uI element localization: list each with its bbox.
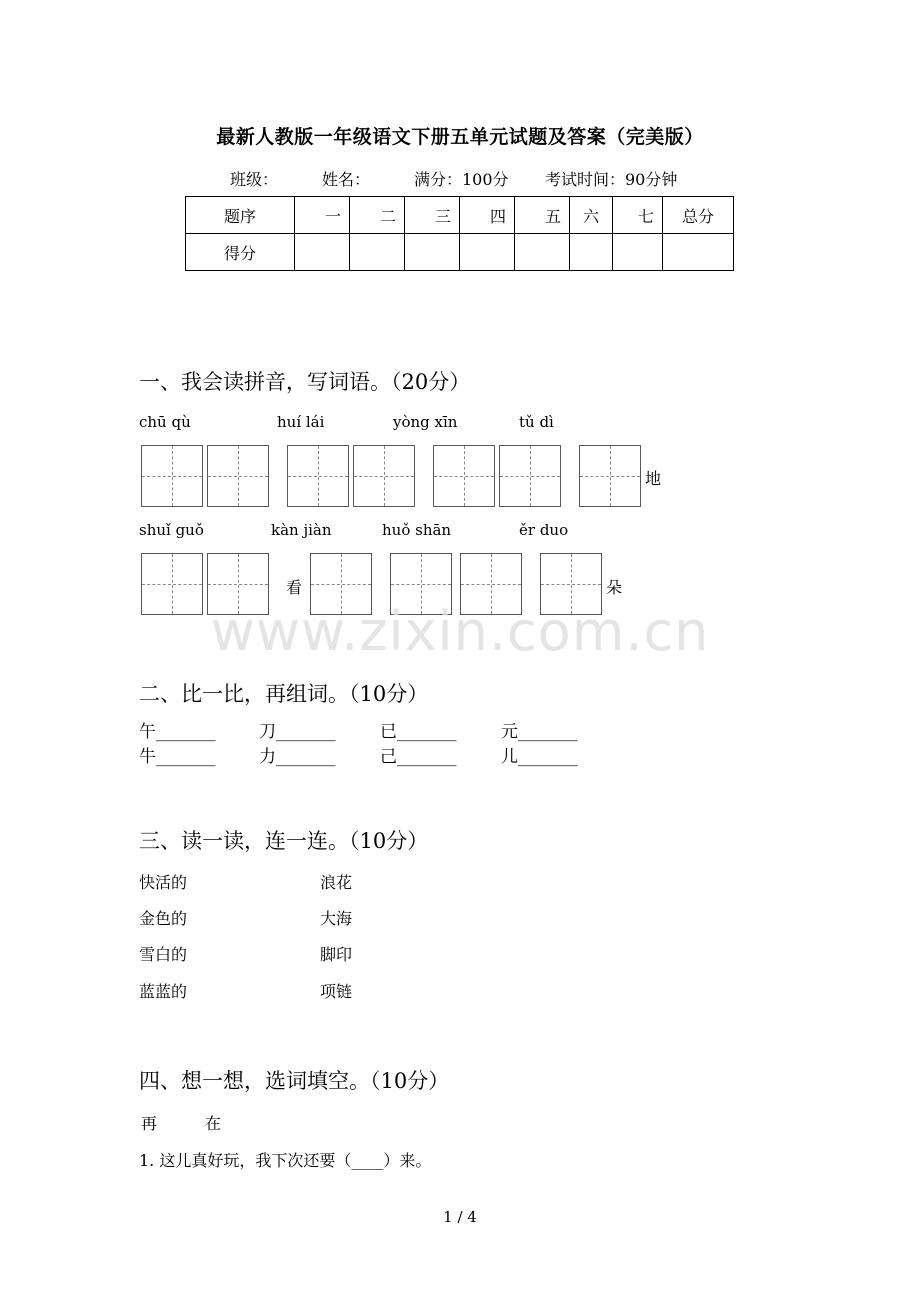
word-blank[interactable]: 牛_______ — [139, 747, 216, 767]
section2-heading: 二、比一比，再组词。（10分） — [139, 682, 429, 706]
given-character: 看 — [286, 578, 303, 597]
writing-box[interactable] — [287, 445, 349, 507]
watermark: www.zixin.com.cn — [210, 600, 710, 663]
table-header-cell: 总分 — [663, 197, 734, 234]
word-blank[interactable]: 已_______ — [380, 722, 457, 742]
given-character: 地 — [645, 469, 662, 488]
writing-box[interactable] — [433, 445, 495, 507]
match-left-item[interactable]: 雪白的 — [139, 945, 188, 964]
pinyin-label: shuǐ guǒ — [139, 521, 204, 539]
match-right-item[interactable]: 项链 — [320, 982, 353, 1001]
option-word: 在 — [205, 1114, 222, 1133]
score-cell[interactable] — [663, 234, 734, 271]
match-left-item[interactable]: 金色的 — [139, 909, 188, 928]
score-cell[interactable] — [350, 234, 405, 271]
pinyin-label: huǒ shān — [382, 521, 452, 539]
full-score-label: 满分：100分 — [414, 170, 509, 189]
section4-heading: 四、想一想，选词填空。（10分） — [139, 1069, 450, 1093]
section3-heading: 三、读一读，连一连。（10分） — [139, 829, 429, 853]
writing-box[interactable] — [353, 445, 415, 507]
pinyin-label: huí lái — [277, 413, 325, 431]
pinyin-label: yòng xīn — [393, 413, 458, 431]
writing-box[interactable] — [207, 445, 269, 507]
exam-time-label: 考试时间：90分钟 — [545, 170, 678, 189]
pinyin-label: tǔ dì — [519, 413, 554, 431]
score-table-header-row — [186, 197, 734, 234]
word-blank[interactable]: 己_______ — [380, 747, 457, 767]
question-1[interactable]: 1. 这儿真好玩，我下次还要（____）来。 — [139, 1151, 432, 1170]
table-header-cell: 五 — [515, 197, 570, 234]
table-header-cell: 一 — [295, 197, 350, 234]
word-blank[interactable]: 力_______ — [259, 747, 336, 767]
table-header-cell: 题序 — [186, 197, 295, 234]
match-right-item[interactable]: 大海 — [320, 909, 353, 928]
option-word: 再 — [141, 1114, 158, 1133]
word-blank[interactable]: 儿_______ — [501, 747, 578, 767]
score-cell[interactable] — [570, 234, 613, 271]
page-number: 1 / 4 — [443, 1208, 477, 1226]
match-right-item[interactable]: 脚印 — [320, 945, 353, 964]
pinyin-label: kàn jiàn — [271, 521, 332, 539]
score-cell[interactable] — [295, 234, 350, 271]
writing-box[interactable] — [141, 445, 203, 507]
pinyin-label: chū qù — [139, 413, 191, 431]
match-left-item[interactable]: 蓝蓝的 — [139, 982, 188, 1001]
section1-heading: 一、我会读拼音，写词语。（20分） — [139, 370, 471, 394]
table-header-cell: 四 — [460, 197, 515, 234]
match-left-item[interactable]: 快活的 — [139, 873, 188, 892]
score-cell[interactable] — [405, 234, 460, 271]
score-table-score-row — [186, 234, 734, 271]
class-label: 班级： — [230, 170, 279, 189]
table-header-cell: 六 — [570, 197, 613, 234]
pinyin-label: ěr duo — [519, 521, 569, 539]
writing-box[interactable] — [499, 445, 561, 507]
table-header-cell: 二 — [350, 197, 405, 234]
score-cell[interactable] — [460, 234, 515, 271]
score-cell[interactable] — [613, 234, 663, 271]
score-cell[interactable] — [515, 234, 570, 271]
score-table — [185, 196, 734, 271]
word-blank[interactable]: 刀_______ — [259, 722, 336, 742]
word-blank[interactable]: 午_______ — [139, 722, 216, 742]
table-header-cell: 三 — [405, 197, 460, 234]
document-title: 最新人教版一年级语文下册五单元试题及答案（完美版） — [216, 126, 704, 148]
given-character: 朵 — [606, 578, 623, 597]
score-row-label: 得分 — [186, 234, 295, 271]
writing-box[interactable] — [579, 445, 641, 507]
match-right-item[interactable]: 浪花 — [320, 873, 353, 892]
word-blank[interactable]: 元_______ — [501, 722, 578, 742]
name-label: 姓名： — [322, 170, 371, 189]
table-header-cell: 七 — [613, 197, 663, 234]
